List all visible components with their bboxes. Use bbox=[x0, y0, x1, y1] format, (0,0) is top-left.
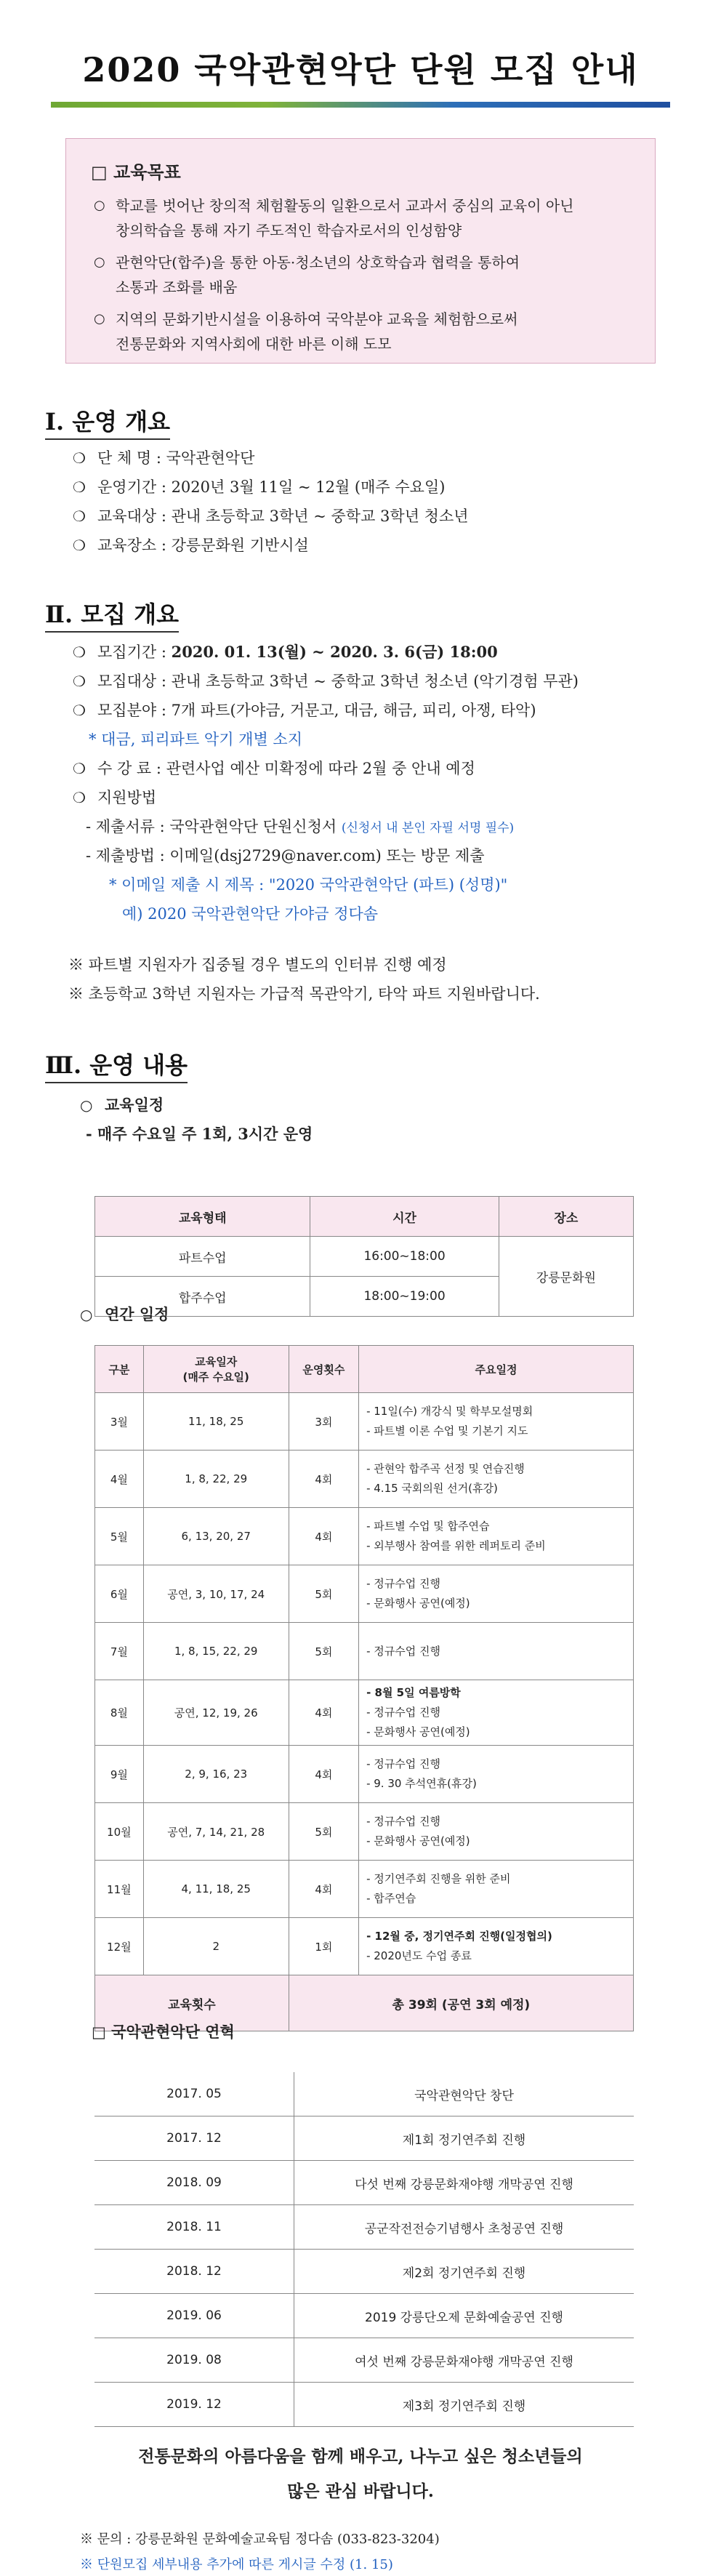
table-header: 교육형태 bbox=[95, 1197, 310, 1237]
ring-bullet-icon: ○ bbox=[94, 311, 105, 326]
table-header: 운영횟수 bbox=[289, 1346, 358, 1393]
recruit-period: ❍ 모집기간 : 2020. 01. 13(월) ~ 2020. 3. 6(금) 18:00 bbox=[73, 641, 498, 663]
history-table bbox=[94, 2072, 634, 2427]
table-row: 2018. 11 공군작전전승기념행사 초청공연 진행 bbox=[94, 2205, 634, 2250]
table-row: 2017. 05 국악관현악단 창단 bbox=[94, 2072, 634, 2116]
update-note: ※ 단원모집 세부내용 추가에 따른 게시글 수정 (1. 15) bbox=[80, 2557, 393, 2572]
table-row: 10월 공연, 7, 14, 21, 28 5회 - 정규수업 진행 - 문화행사 공연(예정) bbox=[95, 1803, 634, 1861]
annual-heading: ○ 연간 일정 bbox=[80, 1304, 169, 1325]
table-row: 7월 1, 8, 15, 22, 29 5회 - 정규수업 진행 bbox=[95, 1623, 634, 1680]
circle-bullet-icon: ❍ bbox=[73, 449, 86, 467]
overview-item: ❍ 교육대상 : 관내 초등학교 3학년 ~ 중학교 3학년 청소년 bbox=[73, 505, 469, 527]
circle-bullet-icon: ❍ bbox=[73, 789, 86, 806]
table-header: 시간 bbox=[310, 1197, 499, 1237]
circle-bullet-icon: ❍ bbox=[73, 760, 86, 777]
circle-bullet-icon: ❍ bbox=[73, 537, 86, 554]
table-header: 장소 bbox=[499, 1197, 633, 1237]
table-row: 12월 2 1회 - 12월 중, 정기연주회 진행(일정협의) - 2020년도 수업 종료 bbox=[95, 1918, 634, 1975]
page-title: 2020 국악관현악단 단원 모집 안내 bbox=[82, 50, 639, 89]
section-heading-recruit: Ⅱ. 모집 개요 bbox=[45, 596, 179, 630]
circle-bullet-icon: ❍ bbox=[73, 478, 86, 496]
recruit-target: ❍ 모집대상 : 관내 초등학교 3학년 ~ 중학교 3학년 청소년 (악기경험 무관) bbox=[73, 670, 579, 692]
overview-item: ❍ 운영기간 : 2020년 3월 11일 ~ 12월 (매주 수요일) bbox=[73, 476, 445, 498]
recruit-fee: ❍ 수 강 료 : 관련사업 예산 미확정에 따라 2월 중 안내 예정 bbox=[73, 758, 475, 779]
table-total-row: 교육횟수 총 39회 (공연 3회 예정) bbox=[95, 1975, 634, 2031]
circle-bullet-icon: ❍ bbox=[73, 673, 86, 690]
table-row: 2019. 08 여섯 번째 강릉문화재야행 개막공연 진행 bbox=[94, 2338, 634, 2383]
schedule-heading: ○ 교육일정 bbox=[80, 1094, 164, 1116]
closing-line-2: 많은 관심 바랍니다. bbox=[287, 2481, 434, 2501]
schedule-sub: - 매주 수요일 주 1회, 3시간 운영 bbox=[86, 1125, 313, 1143]
note-interview: ※ 파트별 지원자가 집중될 경우 별도의 인터뷰 진행 예정 bbox=[68, 956, 447, 974]
circle-bullet-icon: ❍ bbox=[73, 702, 86, 719]
table-row: 2018. 12 제2회 정기연주회 진행 bbox=[94, 2250, 634, 2294]
table-row: 11월 4, 11, 18, 25 4회 - 정기연주회 진행을 위한 준비 - 합주연습 bbox=[95, 1861, 634, 1918]
email-subject-note: * 이메일 제출 시 제목 : "2020 국악관현악단 (파트) (성명)" bbox=[109, 876, 508, 894]
table-row: 4월 1, 8, 22, 29 4회 - 관현악 합주곡 선정 및 연습진행 - 4.15 국회의원 선거(휴강) bbox=[95, 1450, 634, 1508]
class-schedule-table bbox=[94, 1196, 634, 1317]
overview-item: ❍ 교육장소 : 강릉문화원 기반시설 bbox=[73, 534, 309, 556]
apply-submit: - 제출방법 : 이메일(dsj2729@naver.com) 또는 방문 제출 bbox=[86, 847, 485, 864]
closing-line-1: 전통문화의 아름다움을 함께 배우고, 나누고 싶은 청소년들의 bbox=[138, 2447, 583, 2466]
table-row: 2017. 12 제1회 정기연주회 진행 bbox=[94, 2116, 634, 2161]
contact-info: ※ 문의 : 강릉문화원 문화예술교육팀 정다솜 (033-823-3204) bbox=[80, 2532, 440, 2547]
apply-docs: - 제출서류 : 국악관현악단 단원신청서 (신청서 내 본인 자필 서명 필수) bbox=[86, 818, 515, 835]
ring-bullet-icon: ○ bbox=[94, 254, 105, 270]
circle-bullet-icon: ❍ bbox=[73, 507, 86, 525]
table-row: 6월 공연, 3, 10, 17, 24 5회 - 정규수업 진행 - 문화행사 공연(예정) bbox=[95, 1565, 634, 1623]
table-row: 2019. 12 제3회 정기연주회 진행 bbox=[94, 2383, 634, 2427]
section-heading-operation: Ⅲ. 운영 내용 bbox=[45, 1047, 188, 1080]
table-header: 교육일자 (매주 수요일) bbox=[143, 1346, 289, 1393]
table-row: 2019. 06 2019 강릉단오제 문화예술공연 진행 bbox=[94, 2294, 634, 2338]
table-row: 9월 2, 9, 16, 23 4회 - 정규수업 진행 - 9. 30 추석연휴(휴강) bbox=[95, 1746, 634, 1803]
ring-bullet-icon: ○ bbox=[80, 1306, 93, 1323]
overview-item: ❍ 단 체 명 : 국악관현악단 bbox=[73, 447, 254, 469]
ring-bullet-icon: ○ bbox=[94, 198, 105, 213]
ring-bullet-icon: ○ bbox=[80, 1096, 93, 1114]
recruit-field: ❍ 모집분야 : 7개 파트(가야금, 거문고, 대금, 해금, 피리, 아쟁, 타악) bbox=[73, 699, 536, 721]
table-row: 5월 6, 13, 20, 27 4회 - 파트별 수업 및 합주연습 - 외부행사 참여를 위한 레퍼토리 준비 bbox=[95, 1508, 634, 1565]
table-header: 주요일정 bbox=[359, 1346, 634, 1393]
note-grade3: ※ 초등학교 3학년 지원자는 가급적 목관악기, 타악 파트 지원바랍니다. bbox=[68, 985, 540, 1003]
objective-item: ○ 학교를 벗어난 창의적 체험활동의 일환으로서 교과서 중심의 교육이 아닌 창의학습을 통해 자기 주도적인 학습자로서의 인성함양 bbox=[91, 193, 630, 243]
apply-method: ❍ 지원방법 bbox=[73, 787, 156, 808]
history-heading: □ 국악관현악단 연혁 bbox=[92, 2023, 235, 2041]
table-row: 8월 공연, 12, 19, 26 4회 - 8월 5일 여름방학 - 정규수업 진행 - 문화행사 공연(예정) bbox=[95, 1680, 634, 1746]
email-example: 예) 2020 국악관현악단 가야금 정다솜 bbox=[122, 905, 379, 923]
table-row: 파트수업 16:00~18:00 강릉문화원 bbox=[95, 1237, 634, 1277]
objectives-box bbox=[65, 138, 656, 364]
table-header: 구분 bbox=[95, 1346, 144, 1393]
section-heading-overview: Ⅰ. 운영 개요 bbox=[45, 404, 170, 437]
objectives-heading: □ 교육목표 bbox=[91, 161, 181, 182]
field-note: * 대금, 피리파트 악기 개별 소지 bbox=[89, 731, 302, 748]
table-row: 합주수업 18:00~19:00 bbox=[95, 1277, 634, 1317]
table-row: 2018. 09 다섯 번째 강릉문화재야행 개막공연 진행 bbox=[94, 2161, 634, 2205]
annual-schedule-table bbox=[94, 1345, 634, 2031]
objective-item: ○ 지역의 문화기반시설을 이용하여 국악분야 교육을 체험함으로써 전통문화와 지역사회에 대한 바른 이해 도모 bbox=[91, 307, 630, 356]
objective-item: ○ 관현악단(합주)을 통한 아동·청소년의 상호학습과 협력을 통하여 소통과 조화를 배움 bbox=[91, 250, 630, 300]
title-divider bbox=[51, 102, 670, 108]
circle-bullet-icon: ❍ bbox=[73, 643, 86, 661]
table-row: 3월 11, 18, 25 3회 - 11일(수) 개강식 및 학부모설명회 - 파트별 이론 수업 및 기본기 지도 bbox=[95, 1393, 634, 1450]
